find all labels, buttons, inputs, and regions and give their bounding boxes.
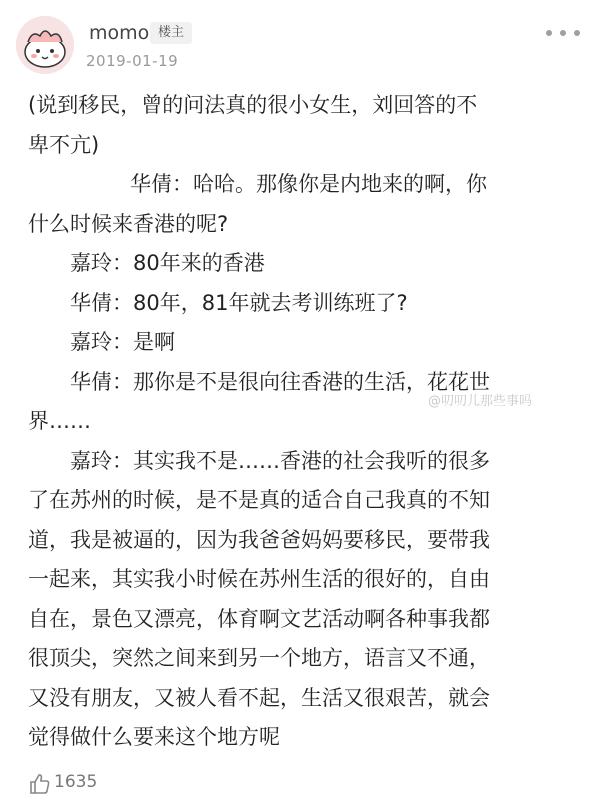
post-line: 自在，景色又漂亮，体育啊文艺活动啊各种事我都: [28, 606, 490, 631]
username[interactable]: momo: [89, 22, 150, 44]
post-line: 道，我是被逼的，因为我爸爸妈妈要移民，要带我: [28, 527, 490, 552]
post-line: 什么时候来香港的呢?: [28, 211, 229, 236]
post-line: 一起来，其实我小时候在苏州生活的很好的，自由: [28, 567, 490, 591]
thumbs-up-icon[interactable]: [28, 772, 52, 796]
post-line: 卑不亢): [28, 132, 100, 157]
post-line: 界……: [28, 409, 91, 433]
avatar[interactable]: [16, 16, 74, 74]
post-line: 了在苏州的时候，是不是真的适合自己我真的不知: [28, 488, 490, 512]
post-line: 觉得做什么要来这个地方呢: [28, 725, 280, 749]
post-line: 很顶尖，突然之间来到另一个地方，语言又不通，: [28, 646, 490, 670]
more-dots-icon[interactable]: [546, 26, 582, 40]
watermark-text: @叨叨儿那些事吗: [428, 394, 533, 409]
post-line: 华倩：80年，81年就去考训练班了?: [70, 290, 408, 315]
post-content: [28, 86, 580, 758]
footer: [0, 768, 600, 802]
post-line: 嘉玲：80年来的香港: [70, 251, 265, 275]
post-line: 华倩：那你是不是很向往香港的生活，花花世: [70, 369, 490, 394]
post-line: (说到移民，曾的问法真的很小女生，刘回答的不: [28, 93, 478, 117]
post-line: 嘉玲：是啊: [70, 330, 175, 354]
post-line: 华倩：哈哈。那像你是内地来的啊，你: [130, 172, 487, 196]
post-line: 嘉玲：其实我不是……香港的社会我听的很多: [70, 448, 490, 473]
post-date: 2019-01-19: [86, 52, 179, 70]
post-line: 又没有朋友，又被人看不起，生活又很艰苦，就会: [28, 685, 490, 710]
op-badge: 楼主: [150, 22, 192, 44]
like-count: 1635: [54, 772, 98, 792]
